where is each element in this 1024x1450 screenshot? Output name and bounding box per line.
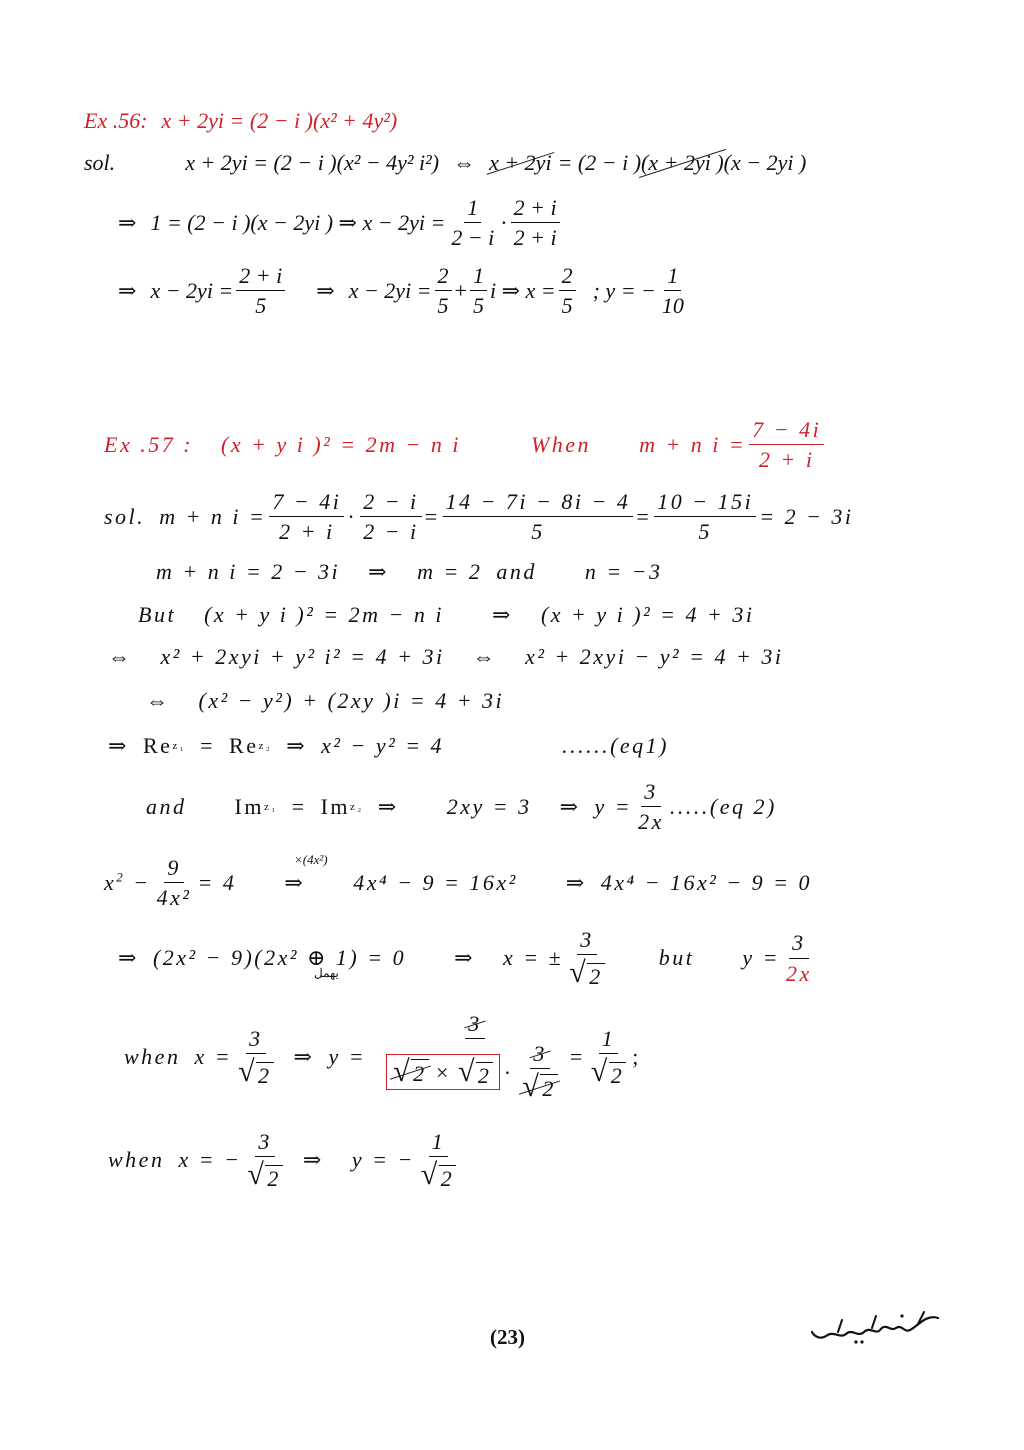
ex57-frac4: $\frac{10 - 15i}{5}$ xyxy=(654,490,756,543)
dot-operator: · xyxy=(500,209,508,235)
ex57-mn-c: n = −3 xyxy=(584,559,663,584)
ex57-but-a: (x + y i )² = 2m − n i xyxy=(204,602,444,627)
ex56-sol-right-b: = (2 − i ) xyxy=(557,150,642,175)
ex56-line3-frac3: $\frac{1}{5}$ xyxy=(470,264,487,317)
ex57-sub-x: $x^2$ − xyxy=(104,869,151,895)
ex57-but-line xyxy=(138,604,754,626)
ex57-when2-y: y = − xyxy=(351,1147,415,1173)
ex57-sol-line xyxy=(104,490,854,543)
implies-symbol: ⇒ xyxy=(368,559,390,584)
ex56-sol-right-d: (x − 2yi ) xyxy=(723,150,807,175)
ex57-when1-innerfrac: $\frac{3}{√2}$ xyxy=(522,1041,556,1104)
ex57-im-y-frac: $\frac{3}{2x}$ xyxy=(638,779,664,835)
ex57-im-line: and Im z₁ = Im z₂ ⇒ 2xy = 3 ⇒ y = $\frac{3}{2x}$ .....(eq 2) xyxy=(146,779,777,835)
sqrt-icon: √ 2 xyxy=(590,1055,625,1089)
ex57-when-frac: $\frac{7 - 4i}{2 + i}$ xyxy=(749,418,824,471)
ex57-when1-bigfrac xyxy=(383,1012,567,1102)
author-signature xyxy=(806,1308,946,1353)
iff-symbol: ⇔ xyxy=(453,150,476,175)
ex57-sub-frac: $\frac{9}{\text{4x²}}$ xyxy=(156,855,192,911)
ex57-im-eq: 2xy = 3 xyxy=(446,793,532,819)
im-operator: Im xyxy=(234,793,264,819)
ex57-mn-a: m + n i = 2 − 3i xyxy=(156,559,341,584)
implies-symbol: ⇒ xyxy=(454,945,476,971)
ex57-factor-line xyxy=(118,928,818,988)
ex57-group: (x² − y²) + (2xy )i = 4 + 3i xyxy=(198,688,505,713)
ex57-when2-word: when xyxy=(108,1147,165,1173)
dot-operator: · xyxy=(504,1059,513,1085)
ex57-sub-rhs: = 4 xyxy=(197,869,237,895)
ex57-mn-b: m = 2 xyxy=(417,559,483,584)
ex56-sol-label: sol. xyxy=(84,150,116,175)
ex56-line2-frac2: $\frac{2 + i}{2 + i}$ xyxy=(511,196,560,249)
sqrt-icon: √ 2 xyxy=(457,1055,492,1089)
ex56-sol-left: x + 2yi = (2 − i )(x² − 4y² i²) xyxy=(185,150,440,175)
ex57-sol-result: = 2 − 3i xyxy=(759,503,854,529)
ex57-when1-x: x = xyxy=(194,1044,233,1070)
implies-symbol: ⇒ xyxy=(286,733,308,758)
ex57-when2-line xyxy=(108,1130,462,1190)
ex56-line2 xyxy=(118,196,563,249)
sqrt-icon: √2 xyxy=(393,1055,427,1089)
ex57-quartic-b: 4x⁴ − 16x² − 9 = 0 xyxy=(600,869,813,895)
equals-symbol: = xyxy=(636,503,652,529)
semicolon: ; xyxy=(632,1044,641,1070)
ex57-but-b: (x + y i )² = 4 + 3i xyxy=(540,602,755,627)
ex57-heading: Ex .57 : xyxy=(104,431,194,457)
ex56-cancelled-term-a: x + 2yi xyxy=(489,150,552,175)
implies-symbol: ⇒ xyxy=(492,602,513,627)
page-number: (23) xyxy=(490,1325,525,1349)
equals-symbol: = xyxy=(291,793,307,819)
ex56-line3 xyxy=(118,264,690,317)
ex57-when2-x: x = − xyxy=(178,1147,242,1173)
iff-symbol: ⇔ xyxy=(472,644,498,669)
eq1-label: ......(eq1) xyxy=(562,733,669,758)
ex56-sol-line xyxy=(84,152,806,174)
re-operator: Re xyxy=(229,733,259,758)
times-symbol: × xyxy=(434,1059,452,1085)
ex57-but-y-frac: $\frac{3}{2x}$ xyxy=(785,930,812,986)
ex57-heading-line xyxy=(104,418,827,471)
ex56-line3-a: x − 2yi = xyxy=(150,277,234,303)
sqrt-icon: √ 2 xyxy=(420,1158,455,1192)
ex56-heading: Ex .56: xyxy=(84,108,148,133)
sqrt-icon: √ 2 xyxy=(247,1158,281,1192)
ex57-expand-a: x² + 2xyi + y² i² = 4 + 3i xyxy=(160,644,445,669)
ex57-when1-line xyxy=(124,1012,641,1102)
cancelled-numerator: 3 xyxy=(468,1011,482,1036)
ex57-sol-label: sol. xyxy=(104,503,146,529)
eq2-label: .....(eq 2) xyxy=(669,793,777,819)
ex56-line3-c: i ⇒ x = xyxy=(489,277,556,303)
im-operator: Im xyxy=(320,793,351,819)
ex57-but-y: y = xyxy=(742,945,780,971)
ex56-cancelled-term-c: (x + 2yi ) xyxy=(641,150,724,175)
implies-symbol: ⇒ xyxy=(302,1147,324,1173)
multiply-note: ×(4x²) xyxy=(294,852,328,867)
sqrt-icon: √ 2 xyxy=(238,1055,272,1089)
ex57-expand-b: x² + 2xyi − y² = 4 + 3i xyxy=(525,644,784,669)
ex57-factor-x: x = ± xyxy=(503,945,564,971)
ex57-when1-frac: 3 √ 2 xyxy=(238,1026,272,1089)
ex57-expand-line xyxy=(108,646,783,668)
ex57-and-label: and xyxy=(146,793,187,819)
implies-symbol: ⇒ xyxy=(118,209,137,235)
ex56-line3-frac2: $\frac{2}{5}$ xyxy=(435,264,452,317)
ex57-factor-frac: 3 √ 2 xyxy=(569,927,603,990)
ex57-group-line xyxy=(146,690,504,712)
implies-symbol: ⇒ xyxy=(316,277,335,303)
signature-icon xyxy=(806,1308,946,1348)
iff-symbol: ⇔ xyxy=(146,688,171,713)
implies-symbol: ⇒ xyxy=(377,793,399,819)
equals-symbol: = xyxy=(424,503,440,529)
implies-symbol: ⇒ xyxy=(118,277,137,303)
ex56-line3-frac5: $\frac{1}{10}$ xyxy=(661,263,684,319)
ex57-factor: (2x² − 9)(2x² ⊕ 1) = 0 xyxy=(152,945,407,971)
ex57-when1-result: 1 √ 2 xyxy=(590,1026,625,1089)
ex57-but-word: but xyxy=(658,945,695,971)
ex56-line3-d: ; y = − xyxy=(592,277,656,303)
equals-symbol: = xyxy=(569,1044,585,1070)
ex57-when1-y: y = xyxy=(328,1044,367,1070)
ex57-when2-result: 1 √ 2 xyxy=(420,1129,455,1192)
implies-symbol: ⇒ xyxy=(284,869,306,895)
ex56-line3-frac4: $\frac{2}{5}$ xyxy=(559,264,576,317)
ex56-heading-line xyxy=(84,110,397,132)
rejected-note: يهمل xyxy=(314,966,339,980)
ex57-mn-line xyxy=(156,561,663,583)
ex57-im-y: y = xyxy=(594,793,633,819)
ex57-quartic-a: 4x⁴ − 9 = 16x² xyxy=(353,869,518,895)
ex56-line3-b: x − 2yi = xyxy=(348,277,432,303)
ex56-line2-frac1: $\frac{1}{2 - i}$ xyxy=(451,195,495,251)
highlight-box xyxy=(386,1054,500,1090)
implies-symbol: ⇒ xyxy=(559,793,581,819)
ex57-re-line: ⇒ Re z₁ = Re z₂ ⇒ x² − y² = 4 ......(eq1) xyxy=(108,733,669,758)
ex57-when2-frac: 3 √ 2 xyxy=(247,1129,281,1192)
ex57-sub-line xyxy=(104,856,812,909)
ex57-mn-and: and xyxy=(496,559,537,584)
implies-symbol: ⇒ xyxy=(118,945,139,971)
re-operator: Re xyxy=(142,733,173,758)
implies-symbol: ⇒ xyxy=(108,733,129,758)
ex56-equation: x + 2yi = (2 − i )(x² + 4y²) xyxy=(161,108,398,133)
implies-symbol: ⇒ xyxy=(565,869,587,895)
ex56-line3-frac1: $\frac{2 + i}{5}$ xyxy=(236,264,285,317)
dot-operator: · xyxy=(347,503,358,529)
ex57-when-label: When xyxy=(530,431,592,457)
ex57-equation: (x + y i )² = 2m − n i xyxy=(221,431,461,457)
plus-symbol: + xyxy=(454,277,467,303)
ex56-line2-left: 1 = (2 − i )(x − 2yi ) ⇒ x − 2yi = xyxy=(150,209,446,235)
equals-symbol: = xyxy=(200,733,216,758)
implies-symbol: ⇒ xyxy=(293,1044,315,1070)
ex57-re-eq: x² − y² = 4 xyxy=(321,733,445,758)
sqrt-icon: √2 xyxy=(522,1070,556,1104)
iff-symbol: ⇔ xyxy=(108,644,133,669)
ex57-when-expr: m + n i = xyxy=(639,431,747,457)
ex57-sol-lhs: m + n i = xyxy=(159,503,267,529)
ex57-frac1: $\frac{7 - 4i}{2 + i}$ xyxy=(269,490,344,543)
ex57-frac2: $\frac{2 - i}{2 - i}$ xyxy=(360,490,421,543)
ex57-but-label: But xyxy=(138,602,177,627)
ex57-when1-word: when xyxy=(124,1044,181,1070)
sqrt-icon: √ 2 xyxy=(569,956,603,990)
ex57-frac3: $\frac{14 - 7i - 8i - 4}{5}$ xyxy=(443,490,634,543)
